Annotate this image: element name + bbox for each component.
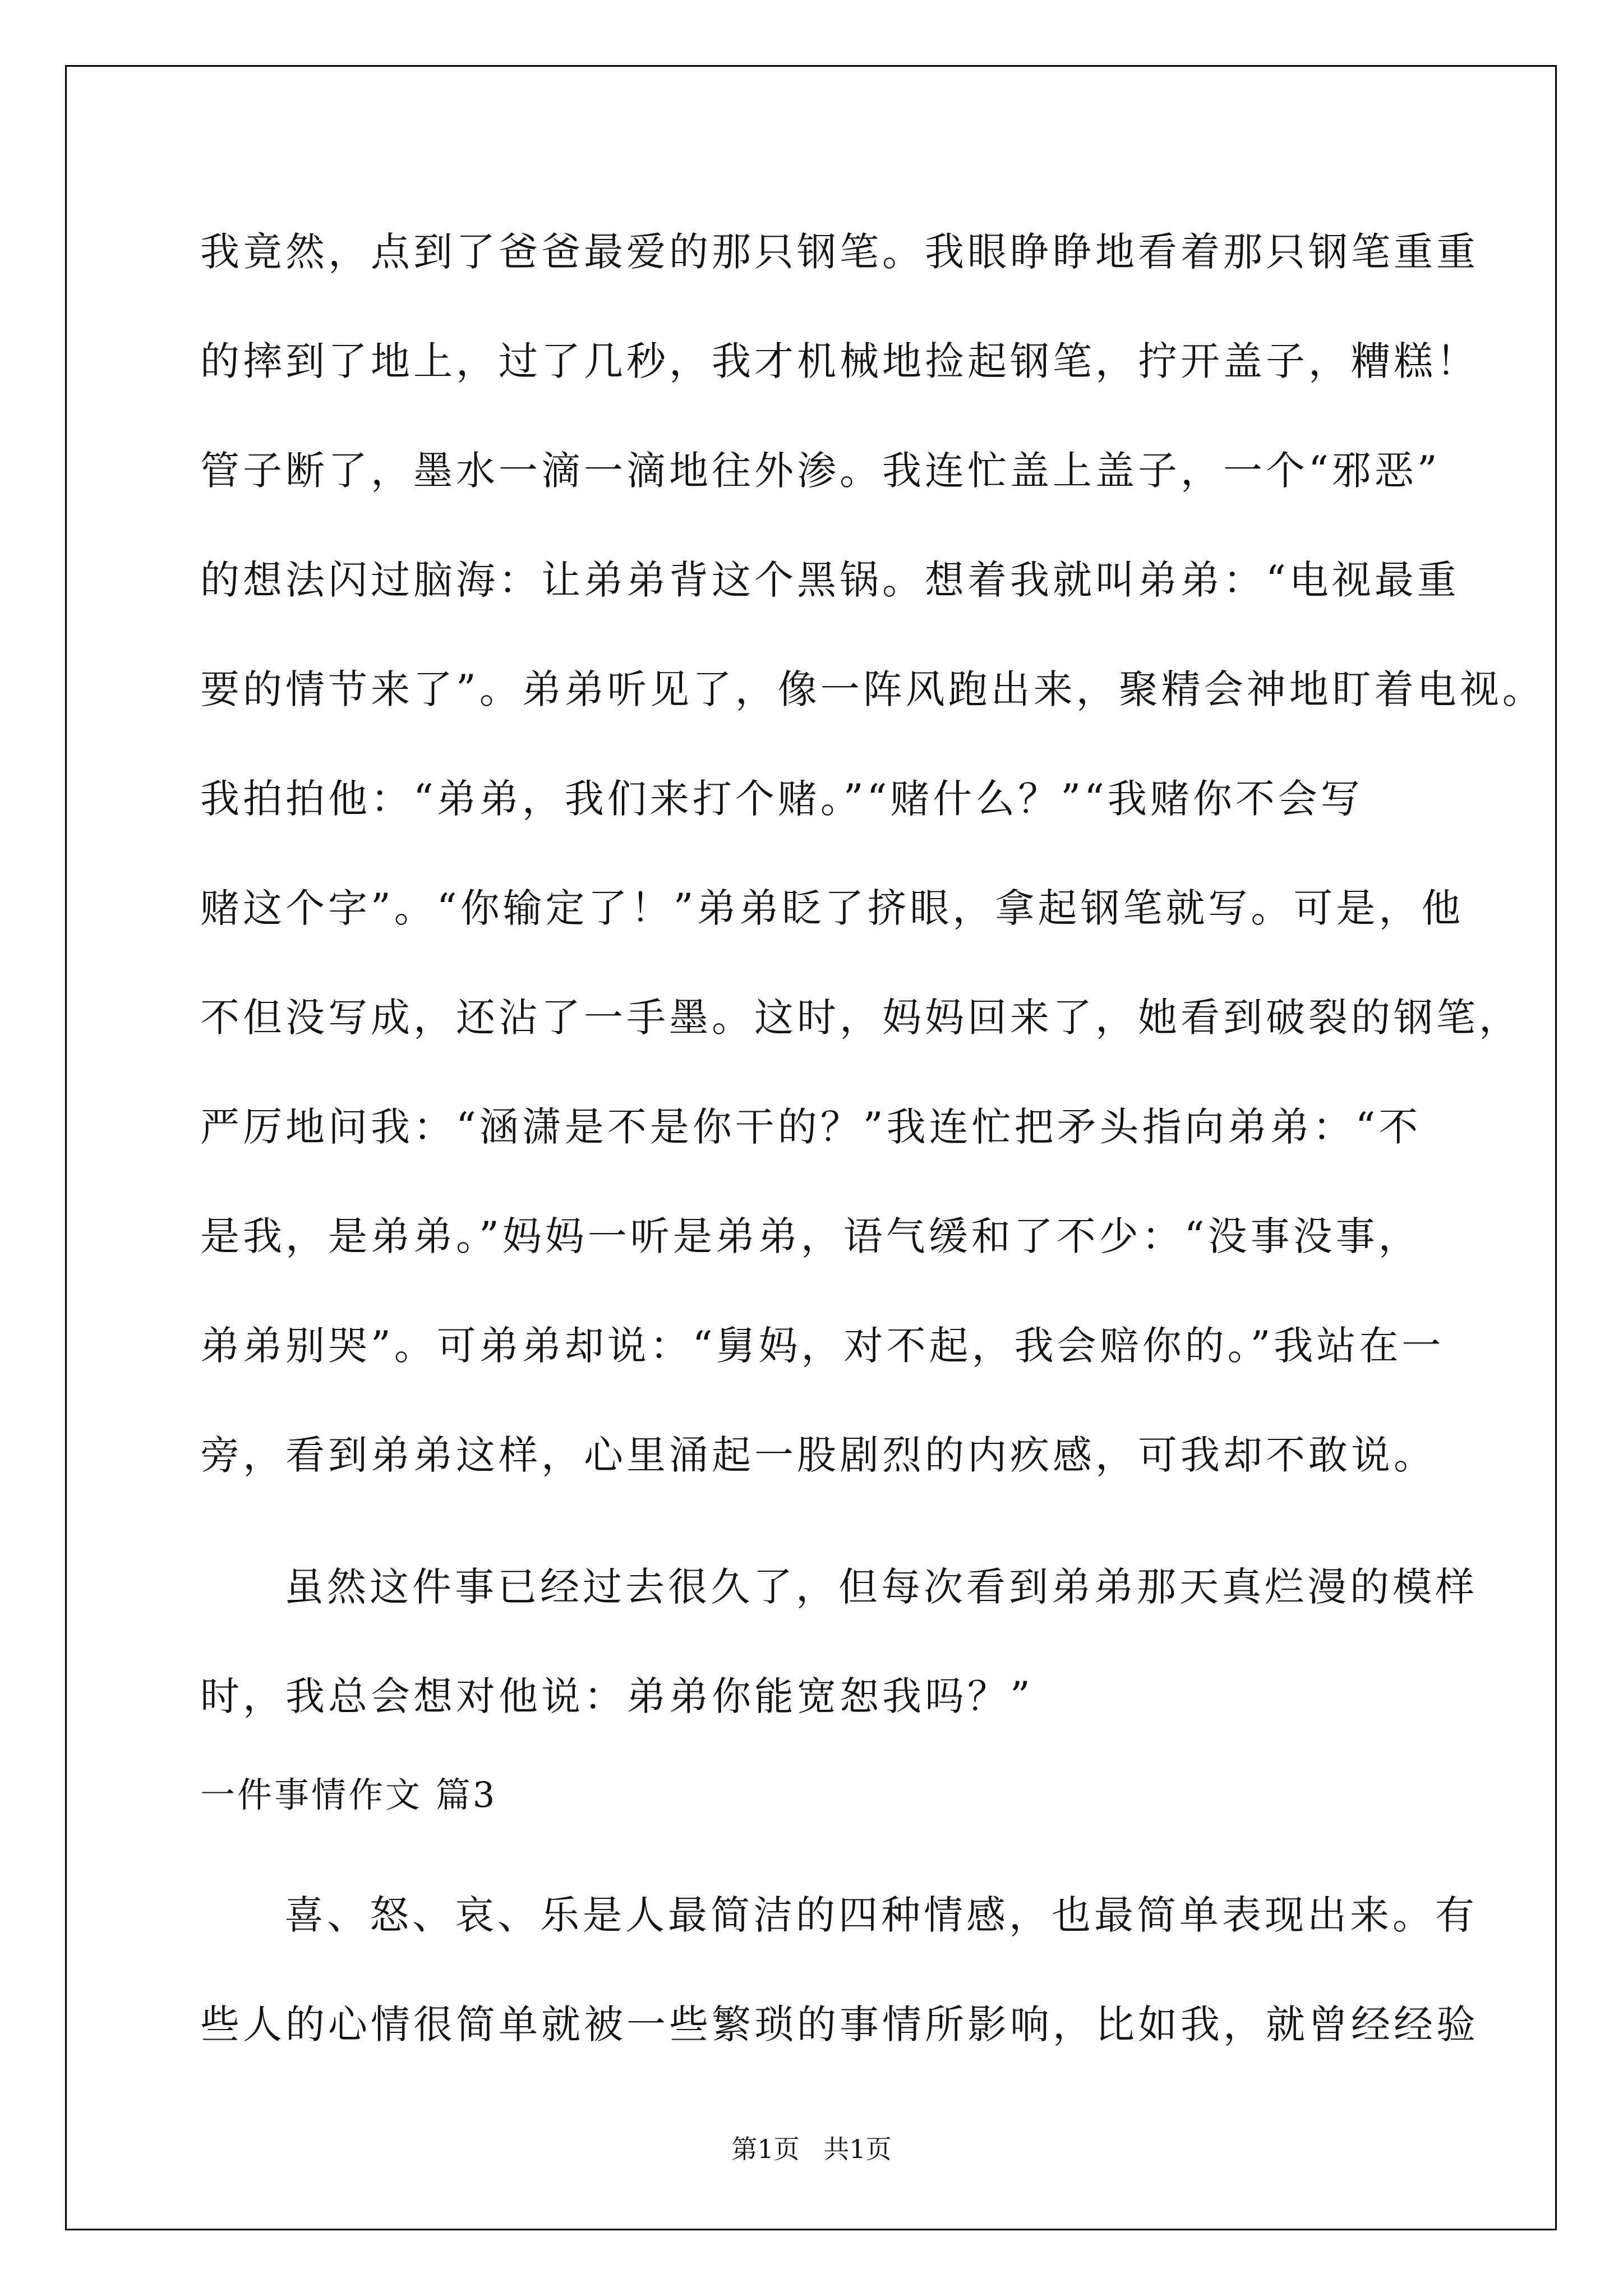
paragraph-gap <box>200 1838 1434 1861</box>
page-total: 共1页 <box>823 2134 892 2164</box>
document-body <box>200 197 1545 2079</box>
paragraph-gap <box>200 1510 1434 1533</box>
body-line: 要的情节来了”。弟弟听见了，像一阵风跑出来，聚精会神地盯着电视。 <box>200 666 1545 712</box>
body-line: 旁，看到弟弟这样，心里涌起一股剧烈的内疚感，可我却不敢说。 <box>200 1432 1436 1478</box>
body-line: 弟弟别哭”。可弟弟却说：“舅妈，对不起，我会赔你的。”我站在一 <box>200 1323 1445 1369</box>
body-line: 喜、怒、哀、乐是人最简洁的四种情感，也最简单表现出来。有 <box>284 1892 1478 1938</box>
body-line: 我竟然，点到了爸爸最爱的那只钢笔。我眼睁睁地看着那只钢笔重重 <box>200 229 1479 275</box>
body-line: 时，我总会想对他说：弟弟你能宽恕我吗？” <box>200 1673 1034 1719</box>
body-line: 虽然这件事已经过去很久了，但每次看到弟弟那天真烂漫的模样 <box>284 1564 1478 1610</box>
body-line: 些人的心情很简单就被一些繁琐的事情所影响，比如我，就曾经经验 <box>200 2001 1479 2047</box>
body-line: 严厉地问我：“涵潇是不是你干的？”我连忙把矛头指向弟弟：“不 <box>200 1104 1422 1150</box>
body-line: 的想法闪过脑海：让弟弟背这个黑锅。想着我就叫弟弟：“电视最重 <box>200 557 1460 603</box>
body-line: 赌这个字”。“你输定了！”弟弟眨了挤眼，拿起钢笔就写。可是，他 <box>200 885 1464 931</box>
body-line: 不但没写成，还沾了一手墨。这时，妈妈回来了，她看到破裂的钢笔， <box>200 995 1521 1041</box>
section-heading: 一件事情作文 篇3 <box>200 1774 497 1815</box>
page-number: 第1页 <box>731 2134 800 2164</box>
body-line: 我拍拍他：“弟弟，我们来打个赌。”“赌什么？”“我赌你不会写 <box>200 776 1363 822</box>
page-footer <box>0 2129 1623 2166</box>
body-line: 的摔到了地上，过了几秒，我才机械地捡起钢笔，拧开盖子，糟糕！ <box>200 338 1479 384</box>
body-line: 是我，是弟弟。”妈妈一听是弟弟，语气缓和了不少：“没事没事， <box>200 1213 1421 1259</box>
body-line: 管子断了，墨水一滴一滴地往外渗。我连忙盖上盖子，一个“邪恶” <box>200 448 1441 494</box>
